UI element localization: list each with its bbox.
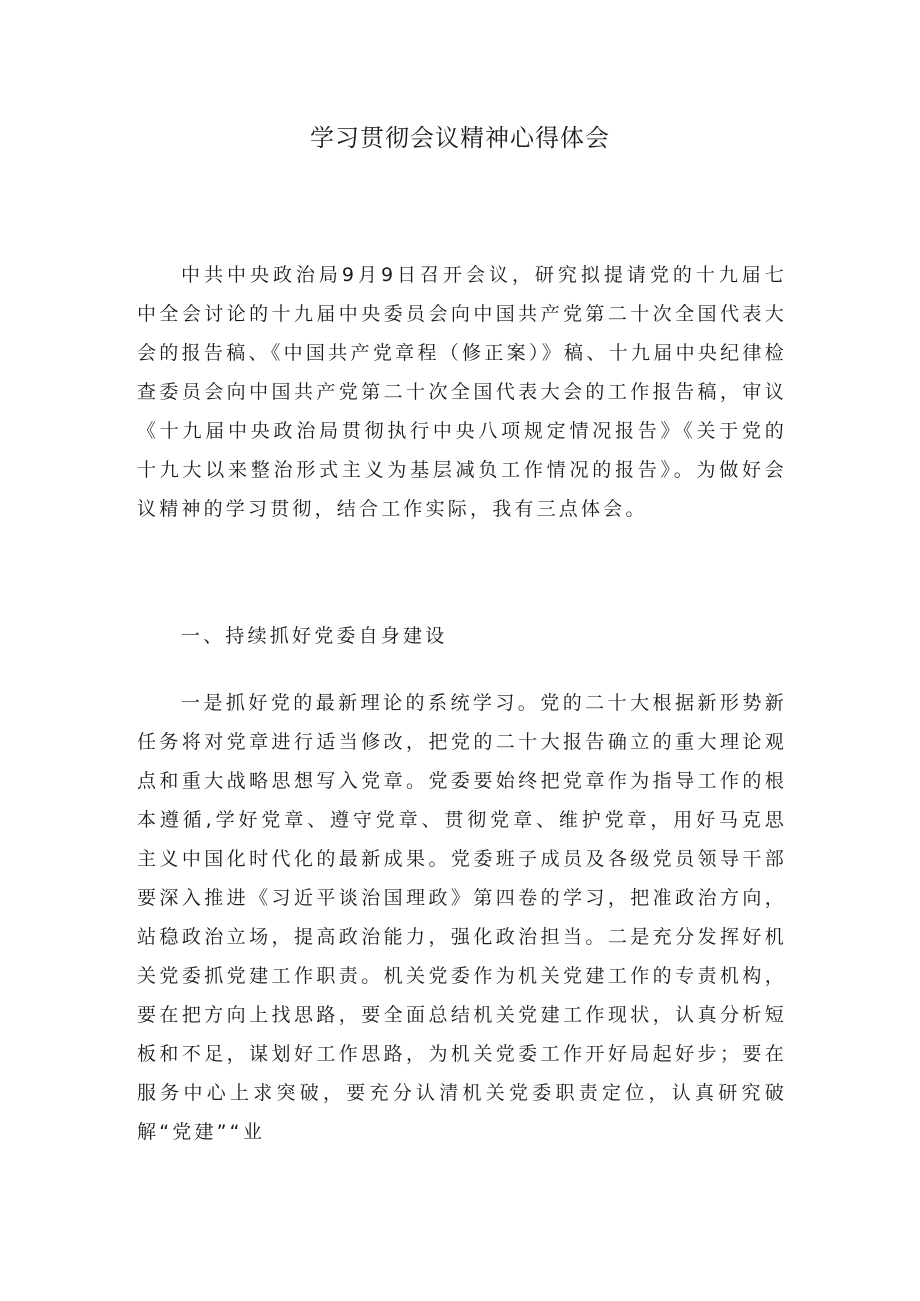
section-1-paragraph: 一是抓好党的最新理论的系统学习。党的二十大根据新形势新任务将对党章进行适当修改，把党的二十大报告确立的重大理论观点和重大战略思想写入党章。党委要始终把党章作为指导工作的根本遵循,学好党章、遵守党章、贯彻党章、维护党章，用好马克思主义中国化时代化的最新成果。党委班子成员及各级党员领导干部要深入推进《习近平谈治国理政》第四卷的学习，把准政治方向，站稳政治立场，提高政治能力，强化政治担当。二是充分发挥好机关党委抓党建工作职责。机关党委作为机关党建工作的专责机构，要在把方向上找思路，要全面总结机关党建工作现状，认真分析短板和不足，谋划好工作思路，为机关党委工作开好局起好步；要在服务中心上求突破，要充分认清机关党委职责定位，认真研究破解“党建”“业 <box>137 692 787 1143</box>
intro-paragraph: 中共中央政治局9月9日召开会议，研究拟提请党的十九届七中全会讨论的十九届中央委员会向中国共产党第二十次全国代表大会的报告稿、《中国共产党章程（修正案）》稿、十九届中央纪律检查委员会向中国共产党第二十次全国代表大会的工作报告稿，审议《十九届中央政治局贯彻执行中央八项规定情况报告》《关于党的十九大以来整治形式主义为基层减负工作情况的报告》。为做好会议精神的学习贯彻，结合工作实际，我有三点体会。 <box>137 264 787 520</box>
document-title: 学习贯彻会议精神心得体会 <box>310 124 610 152</box>
section-heading-1: 一、持续抓好党委自身建设 <box>181 625 448 647</box>
